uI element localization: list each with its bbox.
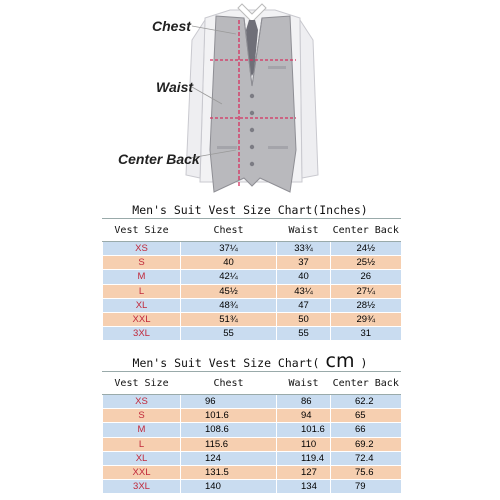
table-header-row <box>103 219 401 242</box>
center-back-cell: 72.4 <box>331 451 401 465</box>
table-header-row <box>103 372 401 395</box>
table-row <box>103 242 401 256</box>
chest-cell: 108.6 <box>181 423 277 437</box>
table-row <box>103 423 401 437</box>
waist-cell: 40 <box>277 270 331 284</box>
right-sleeve <box>300 20 318 178</box>
size-cell: XS <box>103 242 181 256</box>
waist-cell: 134 <box>277 480 331 494</box>
header-center-back: Center Back <box>331 219 401 242</box>
size-cell: XL <box>103 451 181 465</box>
header-waist: Waist <box>277 372 331 395</box>
table-row <box>103 409 401 423</box>
waist-cell: 127 <box>277 465 331 479</box>
inches-size-table <box>102 218 401 340</box>
chest-cell: 45½ <box>181 284 277 298</box>
chest-cell: 51¾ <box>181 312 277 326</box>
size-cell: XL <box>103 298 181 312</box>
waist-cell: 55 <box>277 327 331 341</box>
cm-size-table <box>102 371 401 493</box>
cm-title-prefix: Men's Suit Vest Size Chart( <box>132 356 320 370</box>
center-back-cell: 62.2 <box>331 395 401 409</box>
size-cell: L <box>103 284 181 298</box>
center-back-cell: 75.6 <box>331 465 401 479</box>
center-back-cell: 31 <box>331 327 401 341</box>
size-cell: XXL <box>103 465 181 479</box>
vest-illustration <box>0 0 500 200</box>
table-row <box>103 270 401 284</box>
header-vest-size: Vest Size <box>103 372 181 395</box>
center-back-cell: 26 <box>331 270 401 284</box>
size-cell: M <box>103 423 181 437</box>
center-back-cell: 79 <box>331 480 401 494</box>
center-back-cell: 25½ <box>331 256 401 270</box>
center-back-cell: 69.2 <box>331 437 401 451</box>
chest-cell: 37¼ <box>181 242 277 256</box>
waist-cell: 119.4 <box>277 451 331 465</box>
chest-cell: 131.5 <box>181 465 277 479</box>
waist-cell: 94 <box>277 409 331 423</box>
table-row <box>103 298 401 312</box>
center-back-cell: 24½ <box>331 242 401 256</box>
chest-cell: 124 <box>181 451 277 465</box>
center-back-cell: 28½ <box>331 298 401 312</box>
table-row <box>103 451 401 465</box>
size-cell: 3XL <box>103 327 181 341</box>
chest-cell: 115.6 <box>181 437 277 451</box>
cm-title-suffix: ) <box>360 356 368 370</box>
waist-cell: 50 <box>277 312 331 326</box>
center-back-cell: 65 <box>331 409 401 423</box>
chest-cell: 42¼ <box>181 270 277 284</box>
chest-callout: Chest <box>152 18 191 34</box>
header-chest: Chest <box>181 219 277 242</box>
waist-cell: 37 <box>277 256 331 270</box>
chest-cell: 96 <box>181 395 277 409</box>
chest-cell: 48¾ <box>181 298 277 312</box>
vest-pocket <box>268 66 286 69</box>
chest-cell: 40 <box>181 256 277 270</box>
size-cell: XXL <box>103 312 181 326</box>
header-center-back: Center Back <box>331 372 401 395</box>
size-cell: XS <box>103 395 181 409</box>
waist-callout: Waist <box>156 79 194 95</box>
waist-cell: 47 <box>277 298 331 312</box>
center-back-cell: 66 <box>331 423 401 437</box>
table-row <box>103 256 401 270</box>
size-cell: M <box>103 270 181 284</box>
cm-title-unit: cm <box>319 350 361 372</box>
cm-chart-title <box>0 350 500 372</box>
size-cell: 3XL <box>103 480 181 494</box>
chest-cell: 101.6 <box>181 409 277 423</box>
chest-cell: 55 <box>181 327 277 341</box>
center-back-cell: 29¾ <box>331 312 401 326</box>
waist-cell: 101.6 <box>277 423 331 437</box>
table-row <box>103 327 401 341</box>
size-cell: S <box>103 409 181 423</box>
size-cell: S <box>103 256 181 270</box>
waist-cell: 86 <box>277 395 331 409</box>
table-row <box>103 465 401 479</box>
table-row <box>103 284 401 298</box>
header-chest: Chest <box>181 372 277 395</box>
center-back-cell: 27¼ <box>331 284 401 298</box>
table-row <box>103 480 401 494</box>
inches-chart-title: Men's Suit Vest Size Chart(Inches) <box>132 203 368 217</box>
waist-cell: 33¾ <box>277 242 331 256</box>
waist-cell: 110 <box>277 437 331 451</box>
center-back-callout: Center Back <box>118 151 200 167</box>
table-row <box>103 437 401 451</box>
chest-cell: 140 <box>181 480 277 494</box>
table-row <box>103 312 401 326</box>
size-cell: L <box>103 437 181 451</box>
header-waist: Waist <box>277 219 331 242</box>
table-row <box>103 395 401 409</box>
header-vest-size: Vest Size <box>103 219 181 242</box>
waist-cell: 43¼ <box>277 284 331 298</box>
